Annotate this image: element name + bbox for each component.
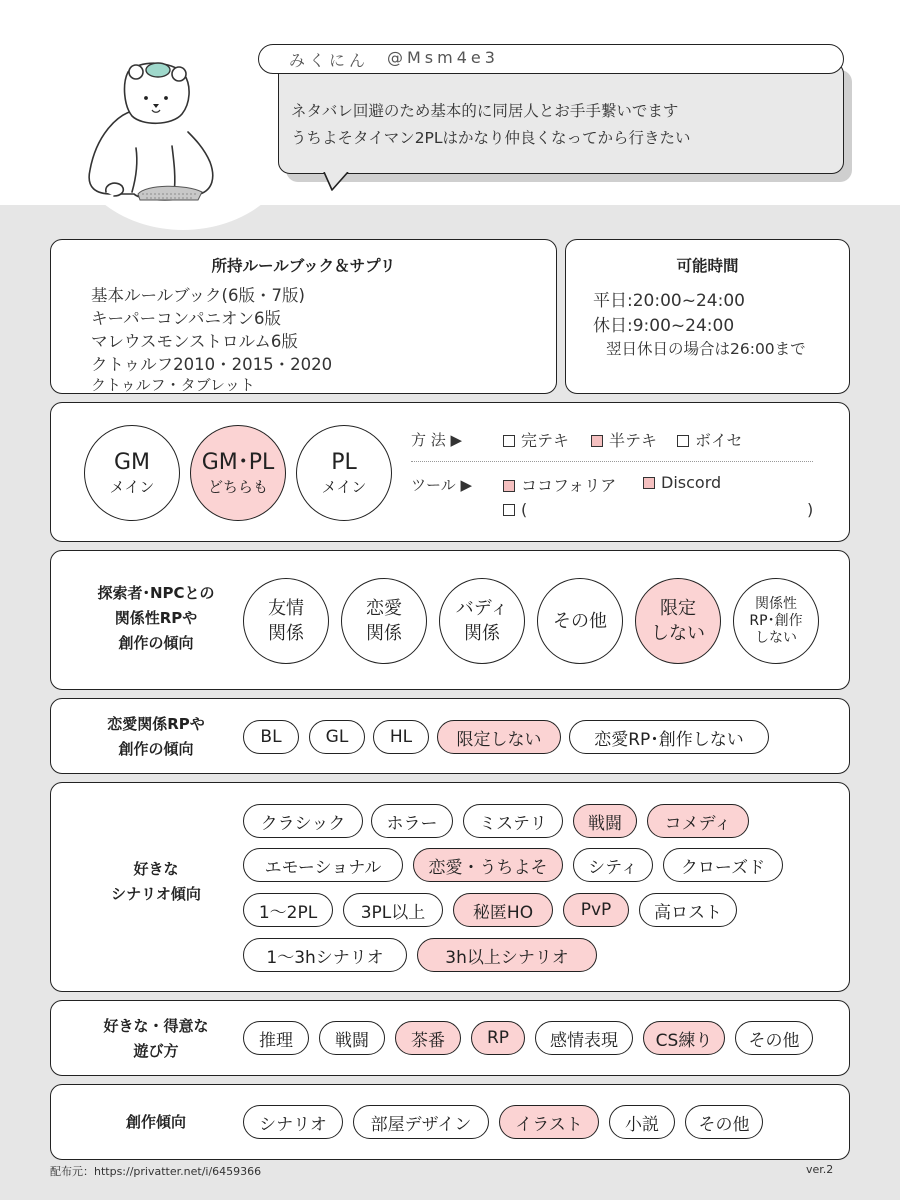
tool-other-open: (: [521, 500, 528, 519]
scenario-classic[interactable]: クラシック: [243, 804, 363, 838]
tool-discord[interactable]: [643, 473, 721, 492]
scenario-secret-ho[interactable]: 秘匿HO: [453, 893, 553, 927]
option-line: しない: [755, 629, 797, 646]
availability-title: 可能時間: [676, 257, 739, 275]
scenario-city[interactable]: シティ: [573, 848, 653, 882]
relation-no-limit[interactable]: [635, 578, 721, 664]
option-line: 関係: [464, 623, 500, 644]
checkbox-icon: [677, 435, 689, 447]
playstyle-chaban[interactable]: 茶番: [395, 1021, 461, 1055]
profile-handle: @Msm4e3: [387, 48, 499, 67]
checkbox-icon: [503, 504, 515, 516]
method-label: 方 法 ▶: [411, 431, 463, 449]
role-sublabel: メイン: [321, 478, 367, 496]
scenario-high-lost[interactable]: 高ロスト: [639, 893, 737, 927]
romance-bl[interactable]: BL: [243, 720, 299, 754]
romance-label: [61, 712, 251, 762]
relation-other[interactable]: [537, 578, 623, 664]
scenario-3pl-plus[interactable]: 3PL以上: [343, 893, 443, 927]
checkbox-icon: [503, 435, 515, 447]
label-line: 関係性RPや: [114, 609, 198, 627]
creation-scenario[interactable]: シナリオ: [243, 1105, 343, 1139]
option-line: 友情: [268, 598, 304, 619]
role-gm-main[interactable]: [84, 425, 180, 521]
relation-buddy[interactable]: [439, 578, 525, 664]
profile-message-bubble: [278, 62, 844, 174]
method-label-text: ボイセ: [695, 431, 743, 450]
tool-label: ツール ▶: [411, 476, 473, 494]
label-line: 創作の傾向: [118, 740, 194, 758]
bubble-tail-icon: [322, 172, 362, 192]
availability-panel: [565, 239, 850, 394]
tool-label-text: ココフォリア: [521, 476, 617, 495]
rulebook-item: クトゥルフ2010・2015・2020: [91, 355, 333, 374]
checkbox-checked-icon: [503, 480, 515, 492]
relation-none[interactable]: [733, 578, 819, 664]
scenario-comedy[interactable]: コメディ: [647, 804, 749, 838]
playstyle-deduction[interactable]: 推理: [243, 1021, 309, 1055]
relation-friendship[interactable]: [243, 578, 329, 664]
romance-hl[interactable]: HL: [373, 720, 429, 754]
playstyle-panel: [50, 1000, 850, 1076]
creation-other[interactable]: その他: [685, 1105, 763, 1139]
playstyle-combat[interactable]: 戦闘: [319, 1021, 385, 1055]
relation-romance[interactable]: [341, 578, 427, 664]
playstyle-label: [61, 1014, 251, 1064]
tool-label-text: Discord: [661, 473, 722, 492]
scenario-1-2pl[interactable]: 1～2PL: [243, 893, 333, 927]
creation-novel[interactable]: 小説: [609, 1105, 675, 1139]
role-gm-pl-both[interactable]: [190, 425, 286, 521]
method-han-teki[interactable]: [591, 428, 657, 451]
scenario-closed[interactable]: クローズド: [663, 848, 783, 882]
scenario-panel: [50, 782, 850, 992]
checkbox-checked-icon: [643, 477, 655, 489]
method-voice[interactable]: [677, 428, 743, 451]
label-line: シナリオ傾向: [111, 885, 201, 903]
rulebook-item: キーパーコンパニオン6版: [91, 309, 282, 328]
tool-other[interactable]: [503, 500, 527, 519]
creation-label: [61, 1110, 251, 1135]
option-line: 限定: [660, 598, 696, 619]
message-line-1: ネタバレ回避のため基本的に同居人とお手手繋いでます: [291, 102, 679, 120]
scenario-mystery[interactable]: ミステリ: [463, 804, 563, 838]
creation-illust[interactable]: イラスト: [499, 1105, 599, 1139]
role-label: GM･PL: [201, 450, 275, 475]
role-sublabel: メイン: [109, 478, 155, 496]
role-pl-main[interactable]: [296, 425, 392, 521]
option-line: 関係性: [755, 595, 797, 612]
playstyle-emotion[interactable]: 感情表現: [535, 1021, 633, 1055]
method-kan-teki[interactable]: [503, 428, 569, 451]
role-sublabel: どちらも: [207, 478, 268, 496]
playstyle-rp[interactable]: RP: [471, 1021, 525, 1055]
rulebooks-panel: [50, 239, 557, 394]
playstyle-other[interactable]: その他: [735, 1021, 813, 1055]
message-line-2: うちよそタイマン2PLはかなり仲良くなってから行きたい: [291, 129, 691, 147]
creation-room-design[interactable]: 部屋デザイン: [353, 1105, 489, 1139]
option-line: 恋愛: [366, 598, 402, 619]
option-line: しない: [651, 623, 705, 644]
scenario-3h-plus[interactable]: 3h以上シナリオ: [417, 938, 597, 972]
scenario-1-3h[interactable]: 1～3hシナリオ: [243, 938, 407, 972]
option-line: 関係: [366, 623, 402, 644]
scenario-romance-uchiyoso[interactable]: 恋愛・うちよそ: [413, 848, 563, 882]
scenario-emotional[interactable]: エモーショナル: [243, 848, 403, 882]
rulebook-item: 基本ルールブック(6版・7版): [91, 286, 305, 305]
polar-bear-avatar-icon: [76, 52, 226, 208]
weekday-hours: 平日:20:00~24:00: [593, 291, 745, 311]
relation-label: [61, 581, 251, 656]
holiday-hours: 休日:9:00~24:00: [593, 316, 735, 336]
role-panel: [50, 402, 850, 542]
rulebook-item: マレウスモンストロルム6版: [91, 332, 298, 351]
method-label-text: 半テキ: [609, 431, 658, 450]
scenario-pvp[interactable]: PvP: [563, 893, 629, 927]
footer-version: ver.2: [806, 1163, 834, 1176]
romance-no-limit[interactable]: 限定しない: [437, 720, 561, 754]
holiday-note: 翌日休日の場合は26:00まで: [606, 340, 806, 358]
footer-source: 配布元：https://privatter.net/i/6459366: [50, 1165, 262, 1178]
role-label: PL: [331, 450, 357, 475]
profile-name: みくにん: [289, 51, 370, 70]
option-line: バディ: [455, 598, 509, 619]
divider: [411, 461, 813, 462]
creation-panel: [50, 1084, 850, 1160]
option-line: 関係: [268, 623, 304, 644]
tool-other-close: ): [807, 500, 814, 519]
option-line: RP･創作: [749, 612, 803, 629]
method-label-text: 完テキ: [521, 431, 570, 450]
rulebook-item: クトゥルフ・タブレット: [91, 376, 255, 394]
label-line: 遊び方: [133, 1042, 179, 1060]
profile-name-bar: [258, 44, 844, 74]
scenario-label: [61, 857, 251, 907]
romance-none[interactable]: 恋愛RP･創作しない: [569, 720, 769, 754]
romance-panel: [50, 698, 850, 774]
role-label: GM: [113, 450, 151, 475]
label-line: 創作の傾向: [118, 634, 194, 652]
rulebooks-title: 所持ルールブック＆サプリ: [211, 257, 396, 275]
scenario-horror[interactable]: ホラー: [371, 804, 453, 838]
label-line: 探索者･NPCとの: [97, 584, 215, 602]
scenario-combat[interactable]: 戦闘: [573, 804, 637, 838]
romance-gl[interactable]: GL: [309, 720, 365, 754]
label-line: 好きな: [133, 860, 179, 878]
tool-cocoforia[interactable]: [503, 473, 616, 496]
label-line: 好きな・得意な: [103, 1017, 209, 1035]
playstyle-cs[interactable]: CS練り: [643, 1021, 725, 1055]
checkbox-checked-icon: [591, 435, 603, 447]
option-line: その他: [553, 610, 607, 632]
label-line: 創作傾向: [125, 1113, 186, 1131]
label-line: 恋愛関係RPや: [107, 715, 205, 733]
relation-panel: [50, 550, 850, 690]
